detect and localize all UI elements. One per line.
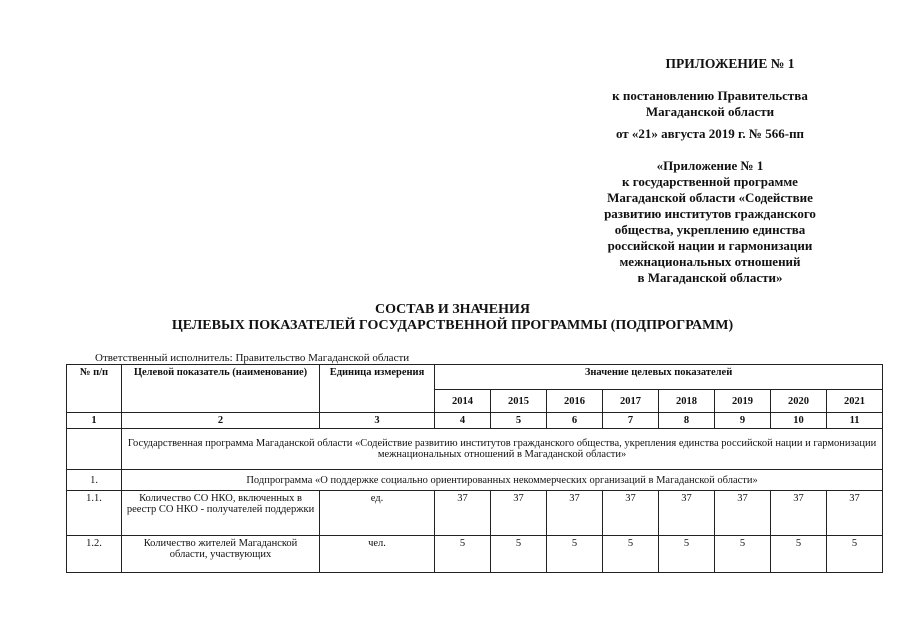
year-cell: 2014 [435,390,491,413]
row-unit: ед. [320,491,435,536]
row-value: 5 [547,536,603,573]
annex-number: ПРИЛОЖЕНИЕ № 1 [665,56,795,71]
subprogram-num: 1. [67,470,122,491]
decree-reference [560,88,860,120]
row-value: 5 [435,536,491,573]
year-cell: 2021 [827,390,883,413]
decree-line: к постановлению Правительства [612,88,808,103]
header-num: № п/п [67,365,122,413]
header-indicator: Целевой показатель (наименование) [122,365,320,413]
row-indicator-name: Количество СО НКО, включенных в реестр СО НКО - получателей поддержки [122,491,320,536]
year-cell: 2015 [491,390,547,413]
program-annex-line: российской нации и гармонизации [607,238,813,253]
column-number: 8 [659,413,715,429]
year-cell: 2018 [659,390,715,413]
year-cell: 2019 [715,390,771,413]
column-number: 9 [715,413,771,429]
row-indicator-name: Количество жителей Магаданской области, участвующих [122,536,320,573]
decree-date: от «21» августа 2019 г. № 566-пп [615,126,805,141]
column-numbers-row [67,413,883,429]
row-num: 1.2. [67,536,122,573]
header-values: Значение целевых показателей [435,365,883,390]
row-unit: чел. [320,536,435,573]
row-value: 37 [491,491,547,536]
row-num: 1.1. [67,491,122,536]
subprogram-row [67,470,883,491]
header-unit: Единица измерения [320,365,435,413]
decree-line: Магаданской области [645,104,775,119]
title-line-2: ЦЕЛЕВЫХ ПОКАЗАТЕЛЕЙ ГОСУДАРСТВЕННОЙ ПРОГРАММЫ (ПОДПРОГРАММ) [171,318,734,333]
column-number: 1 [67,413,122,429]
program-annex-line: к государственной программе [622,174,798,189]
header-row [67,365,883,390]
row-value: 37 [771,491,827,536]
program-annex-line: межнациональных отношений [619,254,801,269]
year-cell: 2017 [603,390,659,413]
title-line-1: СОСТАВ И ЗНАЧЕНИЯ [374,302,531,317]
row-value: 37 [603,491,659,536]
row-value: 5 [491,536,547,573]
row-value: 5 [771,536,827,573]
program-annex-reference [560,158,860,286]
column-number: 6 [547,413,603,429]
row-value: 5 [603,536,659,573]
row-value: 37 [659,491,715,536]
row-value: 5 [827,536,883,573]
column-number: 5 [491,413,547,429]
column-number: 11 [827,413,883,429]
document-title [0,302,905,334]
row-value: 5 [715,536,771,573]
column-number: 2 [122,413,320,429]
subprogram-name: Подпрограмма «О поддержке социально ориентированных некоммерческих организаций в Магаданской области» [122,470,883,491]
program-annex-line: в Магаданской области» [637,270,783,285]
annex-header [560,56,860,286]
column-number: 3 [320,413,435,429]
row-value: 37 [827,491,883,536]
column-number: 7 [603,413,659,429]
column-number: 10 [771,413,827,429]
program-annex-line: общества, укреплению единства [614,222,806,237]
program-name: Государственная программа Магаданской области «Содействие развитию институтов гражданского общества, укрепления единства российской нации и гармонизации межнациональных отношений в Магаданской области» [122,429,883,470]
year-cell: 2016 [547,390,603,413]
program-annex-line: «Приложение № 1 [656,158,764,173]
program-num-cell [67,429,122,470]
indicator-row [67,491,883,536]
column-number: 4 [435,413,491,429]
year-cell: 2020 [771,390,827,413]
responsible-executor: Ответственный исполнитель: Правительство Магаданской области [95,352,410,364]
row-value: 37 [435,491,491,536]
indicators-table [66,364,883,573]
row-value: 5 [659,536,715,573]
row-value: 37 [547,491,603,536]
row-value: 37 [715,491,771,536]
program-annex-line: развитию институтов гражданского [604,206,816,221]
program-annex-line: Магаданской области «Содействие [607,190,813,205]
program-row [67,429,883,470]
indicator-row [67,536,883,573]
